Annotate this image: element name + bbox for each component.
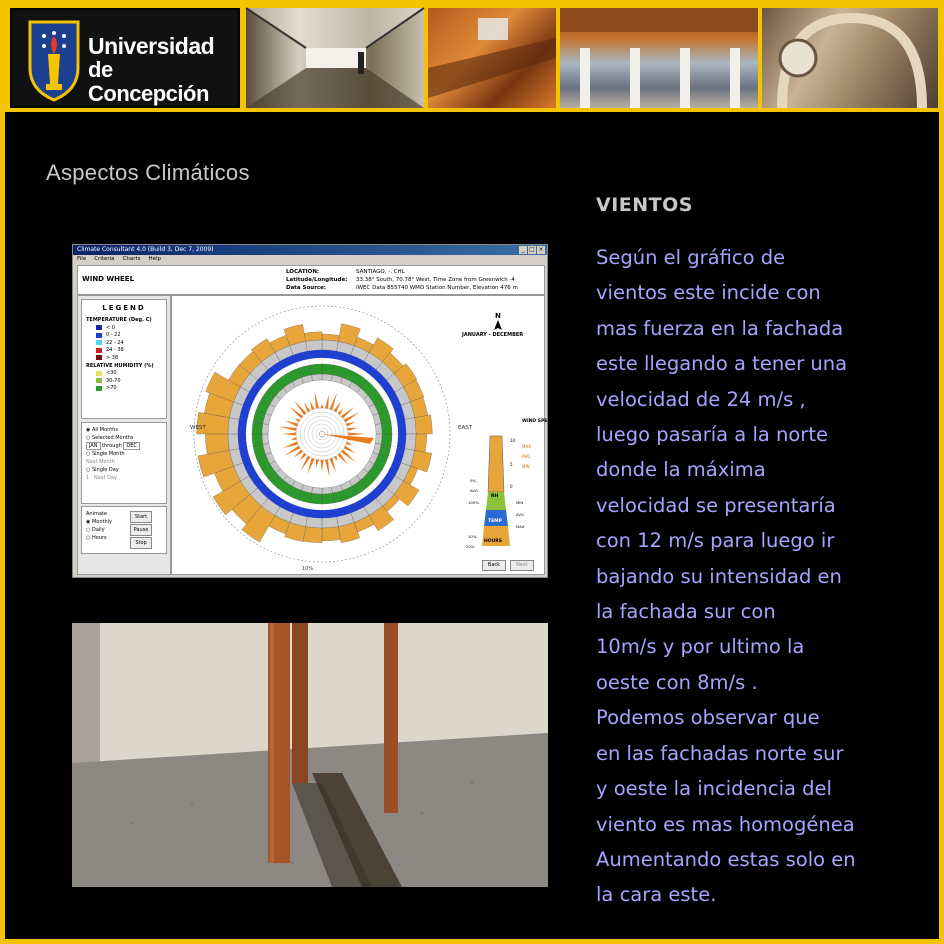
- speed-tag: AVG: [522, 454, 531, 459]
- legend-item: [96, 385, 166, 393]
- text-line: este llegando a tener una: [596, 352, 848, 376]
- legend-label: < 0: [106, 324, 115, 331]
- west-label: WEST: [190, 425, 206, 431]
- scale-right-tag: AVG: [516, 512, 524, 517]
- latlon-label: Latitude/Longitude:: [286, 277, 348, 283]
- text-line: oeste con 8m/s .: [596, 670, 758, 694]
- month-selector: [81, 422, 167, 504]
- header-banner: [0, 0, 944, 112]
- control-panel: [77, 295, 171, 575]
- radio-daily[interactable]: ○: [86, 527, 91, 533]
- next-day-button[interactable]: Next Day: [93, 475, 118, 481]
- legend-label: 30-70: [106, 377, 121, 384]
- maximize-icon[interactable]: □: [529, 246, 535, 253]
- radio-single-month[interactable]: ○: [86, 451, 91, 457]
- wind-wheel-screenshot: [72, 244, 569, 578]
- source-value: IWEC Data 855740 WMO Station Number, Elevation 476 m: [356, 285, 518, 291]
- legend-swatch: [96, 378, 102, 383]
- legend: [81, 299, 167, 419]
- text-line: Podemos observar que: [596, 706, 820, 730]
- close-icon[interactable]: ×: [538, 246, 544, 253]
- legend-swatch: [96, 386, 102, 391]
- speed-tick: 10: [510, 438, 516, 443]
- menu-charts[interactable]: Charts: [122, 256, 141, 262]
- scale-right-tag: MAX: [516, 524, 525, 529]
- stop-button[interactable]: Stop: [130, 537, 152, 549]
- text-line: velocidad se presentaría: [596, 493, 836, 517]
- radio-selected-months[interactable]: ○: [86, 435, 91, 441]
- text-line: vientos este incide con: [596, 281, 821, 305]
- option-label: Monthly: [91, 519, 112, 525]
- speed-tick: 0: [510, 484, 513, 489]
- menu-criteria[interactable]: Criteria: [94, 256, 115, 262]
- north-label: N: [495, 312, 501, 320]
- start-button[interactable]: Start: [130, 511, 152, 523]
- university-name: [88, 34, 238, 106]
- description-text: [596, 240, 926, 913]
- window-title: Climate Consultant 4.0 (Build 3, Dec 7, 2009): [77, 246, 214, 253]
- wind-wheel-graphic: [172, 296, 569, 574]
- animate-label: Animate: [86, 511, 107, 517]
- through-label: through: [102, 443, 122, 449]
- humidity-header: RELATIVE HUMIDITY (%): [86, 362, 154, 369]
- from-month-select[interactable]: JAN: [86, 442, 101, 450]
- university-logo: [10, 8, 240, 108]
- legend-swatch: [96, 371, 102, 376]
- location-value: SANTIAGO, -, CHL: [356, 269, 405, 275]
- legend-label: > 38: [106, 354, 119, 361]
- panel-title: WIND WHEEL: [82, 275, 135, 283]
- text-line: luego pasaría a la norte: [596, 423, 828, 447]
- legend-label: 22 - 24: [106, 339, 124, 346]
- chart-header: [77, 265, 545, 295]
- legend-item: [96, 370, 166, 378]
- east-label: EAST: [458, 425, 473, 431]
- scale-right-tag: MIN: [516, 500, 524, 505]
- minimize-icon[interactable]: _: [519, 246, 527, 254]
- latlon-value: 33.38° South, 70.78° West, Time Zone from Greenwich -4: [356, 277, 515, 283]
- banner-photo-vault: [762, 8, 938, 108]
- wind-speed-scale: [466, 436, 531, 549]
- legend-swatch: [96, 325, 102, 330]
- text-line: Según el gráfico de: [596, 246, 786, 269]
- legend-swatch: [96, 333, 102, 338]
- legend-label: 24 - 38: [106, 347, 124, 354]
- text-line: 10m/s y por ultimo la: [596, 635, 805, 659]
- legend-item: [96, 339, 166, 347]
- option-label: Daily: [91, 527, 105, 533]
- hours-label: HOURS: [484, 539, 502, 544]
- scale-left-tag: AVG: [470, 488, 478, 493]
- radio-hours[interactable]: ○: [86, 535, 91, 541]
- option-label: Selected Months: [91, 435, 134, 441]
- animate-panel: [81, 506, 167, 554]
- slide-title: Aspectos Climáticos: [46, 160, 250, 185]
- text-line: velocidad de 24 m/s ,: [596, 387, 806, 411]
- legend-item: [96, 347, 166, 355]
- option-label: Single Day: [91, 467, 119, 473]
- rh-label: RH: [491, 494, 499, 499]
- scale-left-tag: 10%: [468, 534, 477, 539]
- back-button[interactable]: Back: [482, 560, 506, 571]
- menu-bar: [73, 255, 547, 264]
- legend-item: [96, 324, 166, 332]
- banner-photo-facade: [560, 8, 758, 108]
- logo-line-1: Universidad: [88, 33, 215, 59]
- legend-swatch: [96, 348, 102, 353]
- wind-wheel-chart: [171, 295, 569, 575]
- speed-label: WIND SPEED (m/s): [522, 419, 569, 424]
- location-label: LOCATION:: [286, 269, 320, 275]
- text-line: Aumentando estas solo en: [596, 847, 856, 871]
- menu-file[interactable]: File: [77, 256, 87, 262]
- location-info: [286, 268, 518, 292]
- option-label: All Months: [91, 427, 119, 433]
- legend-title: LEGEND: [102, 304, 146, 312]
- garden-photo: [72, 623, 548, 887]
- option-label: Hours: [91, 535, 107, 541]
- radio-all-months[interactable]: ◉: [86, 427, 91, 433]
- speed-tag: MAX: [522, 444, 531, 449]
- speed-tag: MIN: [522, 464, 530, 469]
- pct-bottom-label: 10%: [302, 566, 314, 572]
- legend-item: [96, 377, 166, 385]
- option-label: Single Month: [91, 451, 125, 457]
- text-line: en las fachadas norte sur: [596, 741, 844, 765]
- day-select[interactable]: 1: [86, 475, 90, 481]
- text-line: la cara este.: [596, 883, 717, 907]
- next-button[interactable]: Next: [510, 560, 534, 571]
- text-line: mas fuerza en la fachada: [596, 316, 844, 340]
- legend-item: [96, 354, 166, 362]
- legend-label: >70: [106, 385, 117, 392]
- scale-left-tag: 100%: [468, 500, 479, 505]
- period-label: JANUARY - DECEMBER: [462, 332, 524, 338]
- temp-header: TEMPERATURE (Deg. C): [86, 317, 152, 323]
- speed-tick: 5: [510, 462, 513, 467]
- radio-single-day[interactable]: ○: [86, 467, 91, 473]
- text-line: donde la máxima: [596, 458, 766, 482]
- menu-help[interactable]: Help: [148, 256, 162, 262]
- legend-label: 0 - 22: [106, 332, 121, 339]
- radio-monthly[interactable]: ◉: [86, 519, 91, 525]
- legend-label: <30: [106, 370, 117, 377]
- text-line: la fachada sur con: [596, 600, 776, 624]
- source-label: Data Source:: [286, 285, 327, 291]
- temp-label: TEMP: [488, 519, 502, 524]
- banner-photo-wood-ceiling: [428, 8, 556, 108]
- next-month-button[interactable]: Next Month: [86, 459, 115, 465]
- banner-photo-corridor: [246, 8, 424, 108]
- pause-button[interactable]: Pause: [130, 524, 152, 536]
- section-heading: VIENTOS: [596, 194, 693, 216]
- text-line: y oeste la incidencia del: [596, 777, 832, 801]
- text-line: bajando su intensidad en: [596, 564, 842, 588]
- shield-icon: [26, 18, 82, 102]
- text-line: viento es mas homogénea: [596, 812, 855, 836]
- to-month-select[interactable]: DEC: [123, 442, 140, 450]
- logo-line-2: de Concepción: [88, 57, 209, 106]
- scale-left-tag: 0%: [470, 478, 477, 483]
- north-arrow-icon: [494, 320, 502, 330]
- legend-swatch: [96, 355, 102, 360]
- text-line: con 12 m/s para luego ir: [596, 529, 835, 553]
- legend-item: [96, 332, 166, 340]
- window-titlebar: [73, 245, 547, 255]
- legend-swatch: [96, 340, 102, 345]
- scale-left-tag: 20%: [466, 544, 475, 549]
